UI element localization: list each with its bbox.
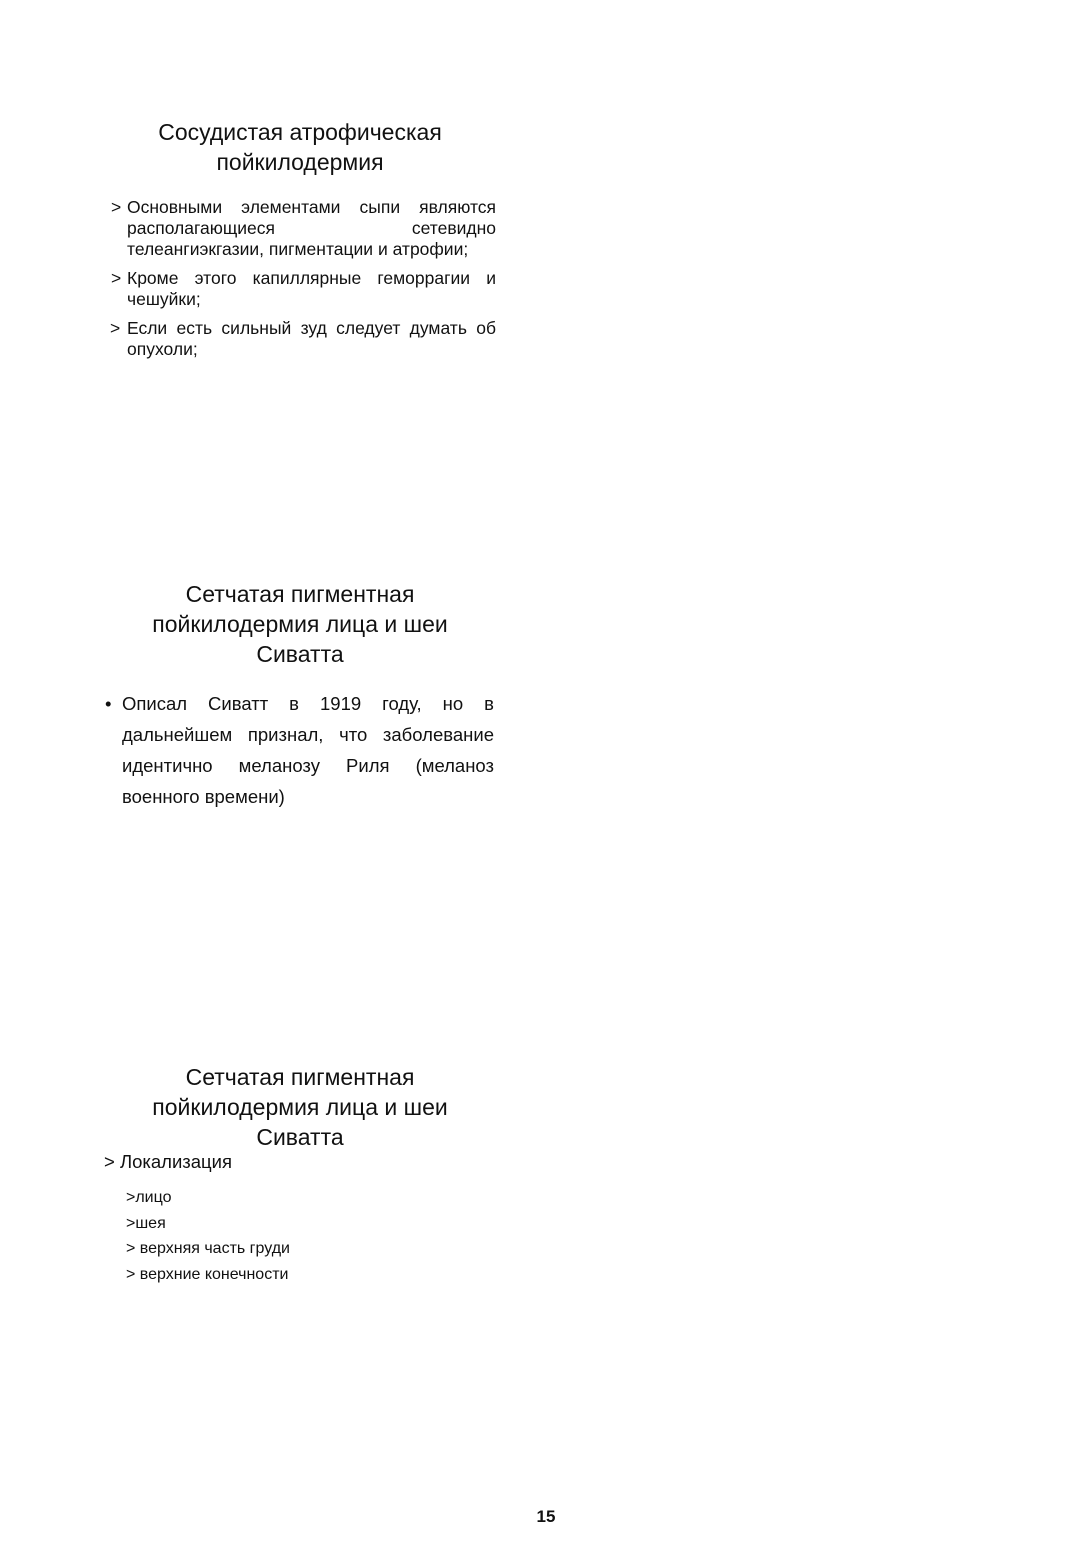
slide-siwatt-poikiloderma-localization <box>100 1062 500 1287</box>
title-line: пойкилодермия лица и шеи <box>152 611 448 637</box>
bullet-text: Описал Сиватт в 1919 году, но в дальнейшем признал, что заболевание идентично меланозу Риля (меланоз военного времени) <box>122 693 494 807</box>
bullet-item <box>100 268 500 310</box>
title-line: пойкилодермия лица и шеи <box>152 1094 448 1120</box>
bullet-marker: > <box>110 318 121 338</box>
slide-title <box>100 117 500 177</box>
slide-siwatt-poikiloderma-history <box>100 579 500 812</box>
page-number: 15 <box>536 1507 556 1526</box>
bullet-marker: > <box>111 197 122 217</box>
slide-vascular-atrophic-poikiloderma <box>100 117 500 368</box>
localization-item: > верхняя часть груди <box>126 1240 290 1257</box>
bullet-text: Основными элементами сыпи являются располагающиеся сетевидно телеангиэкгазии, пигментации и атрофии; <box>127 197 496 259</box>
title-line: Сиватта <box>256 1124 344 1150</box>
title-line: Сетчатая пигментная <box>185 1064 415 1090</box>
title-line: Сосудистая атрофическая <box>158 119 442 145</box>
bullet-item <box>100 197 500 260</box>
title-line: Сетчатая пигментная <box>185 581 415 607</box>
title-line: Сиватта <box>256 641 344 667</box>
localization-heading: > Локализация <box>104 1151 233 1172</box>
bullet-marker: • <box>105 693 112 714</box>
slide-title <box>100 579 500 669</box>
localization-item: > верхние конечности <box>126 1265 289 1283</box>
bullet-list <box>100 688 500 812</box>
localization-list <box>100 1185 500 1287</box>
title-line: пойкилодермия <box>216 149 384 175</box>
bullet-marker: > <box>111 268 122 288</box>
localization-item: >лицо <box>126 1189 172 1206</box>
bullet-item <box>100 688 500 812</box>
bullet-text: Кроме этого капиллярные геморрагии и чешуйки; <box>127 268 496 309</box>
slide-title <box>100 1062 500 1152</box>
localization-item: >шея <box>126 1214 166 1232</box>
bullet-item <box>100 318 500 360</box>
bullet-text: Если есть сильный зуд следует думать об опухоли; <box>127 318 496 359</box>
bullet-list <box>100 197 500 360</box>
